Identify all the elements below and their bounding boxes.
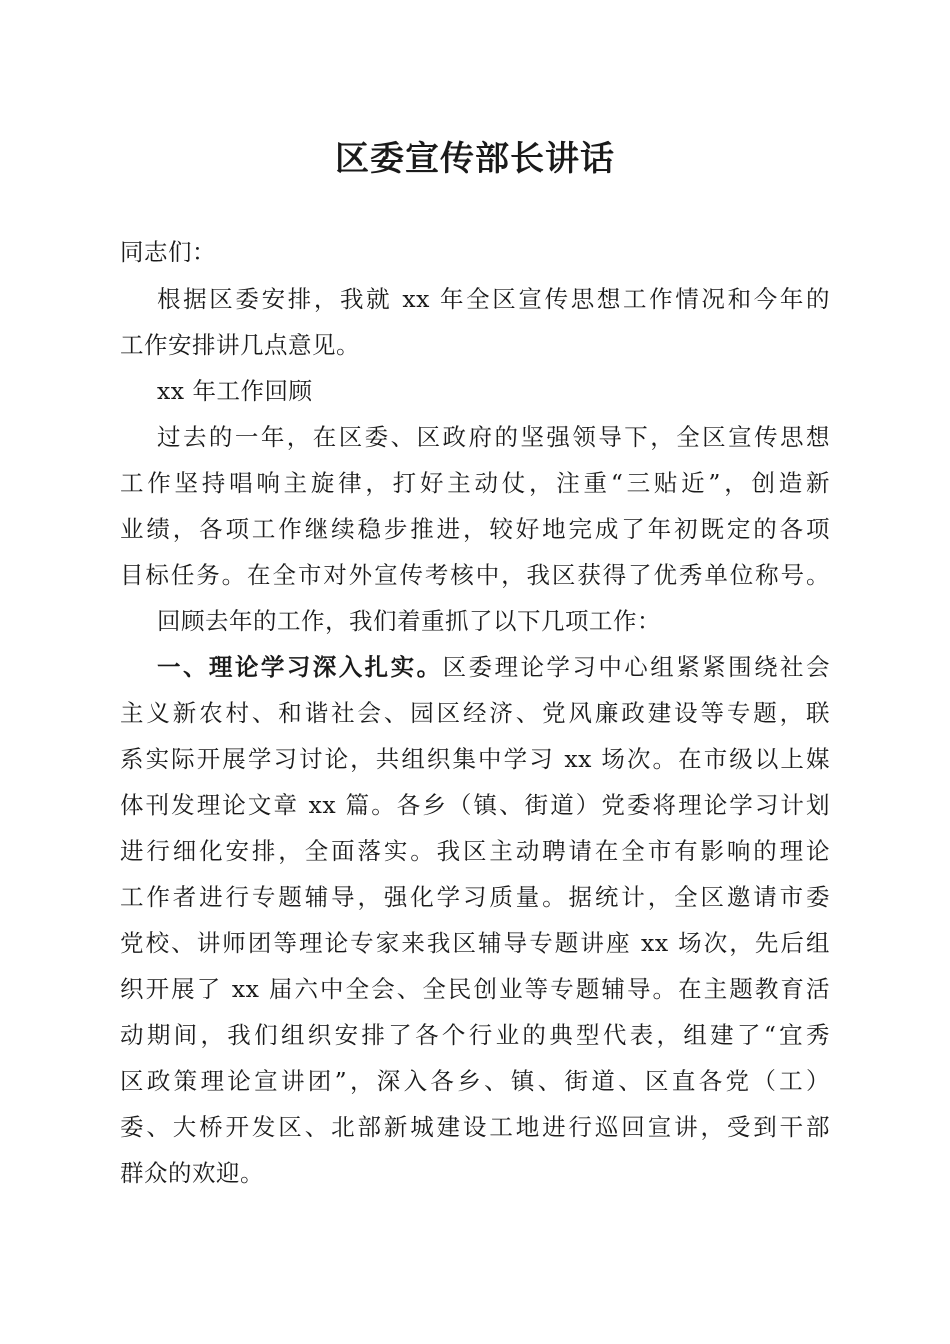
intro-line-2: 工作安排讲几点意见。: [120, 331, 360, 359]
intro-line-1: 根据区委安排，我就 xx 年全区宣传思想工作情况和今年的: [157, 285, 830, 313]
item1-line-6: 工作者进行专题辅导，强化学习质量。据统计，全区邀请市委: [120, 883, 830, 911]
item1-line-4: 体刊发理论文章 xx 篇。各乡（镇、街道）党委将理论学习计划: [120, 791, 830, 819]
review-line-4: 目标任务。在全市对外宣传考核中，我区获得了优秀单位称号。: [120, 561, 830, 589]
item1-line-7: 党校、讲师团等理论专家来我区辅导专题讲座 xx 场次，先后组: [120, 929, 830, 957]
review-line-1: 过去的一年，在区委、区政府的坚强领导下，全区宣传思想: [157, 423, 830, 451]
review-lead: 回顾去年的工作，我们着重抓了以下几项工作：: [157, 607, 661, 635]
review-line-3: 业绩，各项工作继续稳步推进，较好地完成了年初既定的各项: [120, 515, 830, 543]
item1-line-1: [157, 650, 830, 684]
item1-line-10: 区政策理论宣讲团”，深入各乡、镇、街道、区直各党（工）: [120, 1067, 830, 1095]
item1-line-3: 系实际开展学习讨论，共组织集中学习 xx 场次。在市级以上媒: [120, 745, 830, 773]
section-heading: xx 年工作回顾: [157, 377, 313, 405]
item1-line-12: 群众的欢迎。: [120, 1159, 264, 1187]
item1-line-8: 织开展了 xx 届六中全会、全民创业等专题辅导。在主题教育活: [120, 975, 830, 1003]
greeting: 同志们：: [120, 238, 216, 266]
item1-line-5: 进行细化安排，全面落实。我区主动聘请在全市有影响的理论: [120, 837, 830, 865]
document-title: 区委宣传部长讲话: [335, 139, 615, 179]
item1-line-2: 主义新农村、和谐社会、园区经济、党风廉政建设等专题，联: [120, 699, 830, 727]
item1-line-9: 动期间，我们组织安排了各个行业的典型代表，组建了“宜秀: [120, 1021, 830, 1049]
review-line-2: 工作坚持唱响主旋律，打好主动仗，注重“三贴近”，创造新: [120, 469, 830, 497]
item1-line-11: 委、大桥开发区、北部新城建设工地进行巡回宣讲，受到干部: [120, 1113, 830, 1141]
item1-heading: 一、理论学习深入扎实。: [157, 653, 443, 681]
item1-line-1-text: 区委理论学习中心组紧紧围绕社会: [442, 653, 831, 681]
